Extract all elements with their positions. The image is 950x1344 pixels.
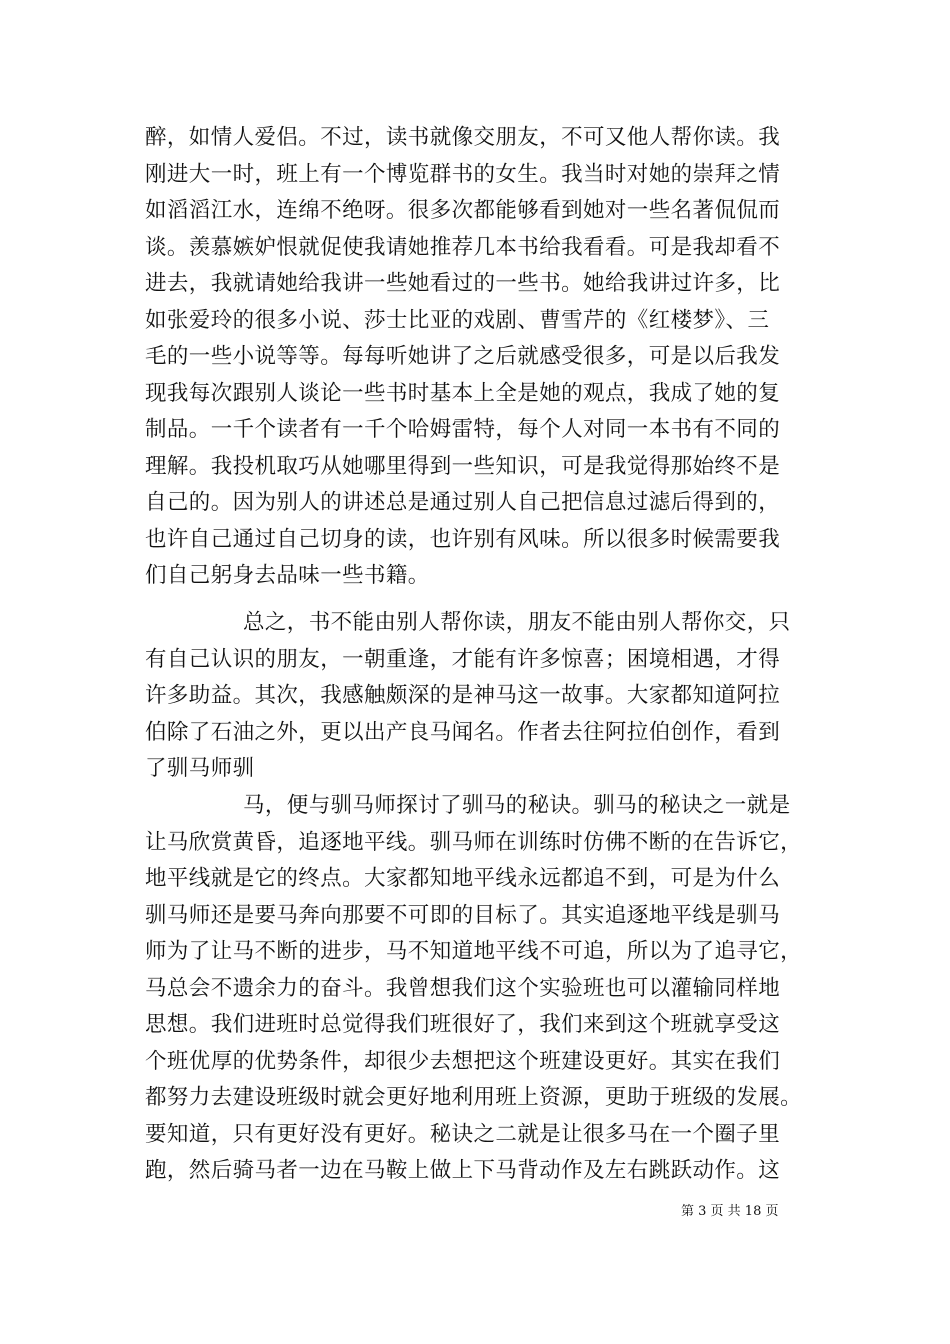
text-line: 自己的。因为别人的讲述总是通过别人自己把信息过滤后得到的， <box>145 490 781 515</box>
text-line: 醉，如情人爱侣。不过，读书就像交朋友，不可又他人帮你读。我 <box>145 125 781 150</box>
text-line: 个班优厚的优势条件，却很少去想把这个班建设更好。其实在我们 <box>145 1048 781 1074</box>
page-number-footer: 第 3 页 共 18 页 <box>681 1204 779 1219</box>
text-line: 进去，我就请她给我讲一些她看过的一些书。她给我讲过许多，比 <box>145 271 781 296</box>
text-line: 如滔滔江水，连绵不绝呀。很多次都能够看到她对一些名著侃侃而 <box>145 198 781 223</box>
text-line: 伯除了石油之外，更以出产良马闻名。作者去往阿拉伯创作，看到 <box>145 719 781 745</box>
text-line: 总之，书不能由别人帮你读，朋友不能由别人帮你交，只 <box>243 610 791 635</box>
text-line: 让马欣赏黄昏，追逐地平线。驯马师在训练时仿佛不断的在告诉它， <box>145 829 803 855</box>
text-line: 驯马师还是要马奔向那要不可即的目标了。其实追逐地平线是驯马 <box>145 902 781 928</box>
text-line: 跑，然后骑马者一边在马鞍上做上下马背动作及左右跳跃动作。这 <box>145 1158 781 1183</box>
text-line: 们自己躬身去品味一些书籍。 <box>145 563 430 588</box>
text-line: 马，便与驯马师探讨了驯马的秘诀。驯马的秘诀之一就是 <box>243 793 791 818</box>
text-line: 地平线就是它的终点。大家都知地平线永远都追不到，可是为什么 <box>145 866 781 891</box>
text-line: 如张爱玲的很多小说、莎士比亚的戏剧、曹雪芹的《红楼梦》、三 <box>145 307 770 333</box>
text-line: 马总会不遗余力的奋斗。我曾想我们这个实验班也可以灌输同样地 <box>145 975 781 1001</box>
text-line: 思想。我们进班时总觉得我们班很好了，我们来到这个班就享受这 <box>145 1012 781 1037</box>
text-line: 许多助益。其次，我感触颇深的是神马这一故事。大家都知道阿拉 <box>145 683 781 708</box>
text-line: 理解。我投机取巧从她哪里得到一些知识，可是我觉得那始终不是 <box>145 453 781 479</box>
text-line: 也许自己通过自己切身的读，也许别有风味。所以很多时候需要我 <box>145 526 781 552</box>
paragraph-3 <box>145 788 810 1190</box>
text-line: 了驯马师驯 <box>145 756 255 781</box>
text-line: 毛的一些小说等等。每每听她讲了之后就感受很多，可是以后我发 <box>145 344 781 369</box>
text-line: 刚进大一时，班上有一个博览群书的女生。我当时对她的崇拜之情 <box>145 161 781 187</box>
text-line: 谈。羡慕嫉妒恨就促使我请她推荐几本书给我看看。可是我却看不 <box>145 234 781 260</box>
text-line: 现我每次跟别人谈论一些书时基本上全是她的观点，我成了她的复 <box>145 380 781 406</box>
paragraph-2 <box>145 605 810 788</box>
text-line: 要知道，只有更好没有更好。秘诀之二就是让很多马在一个圈子里 <box>145 1121 781 1147</box>
text-line: 制品。一千个读者有一千个哈姆雷特，每个人对同一本书有不同的 <box>145 417 781 442</box>
paragraph-1 <box>145 120 810 595</box>
text-line: 师为了让马不断的进步，马不知道地平线不可追，所以为了追寻它， <box>145 939 803 964</box>
text-line: 有自己认识的朋友，一朝重逢，才能有许多惊喜；困境相遇，才得 <box>145 646 781 672</box>
text-line: 都努力去建设班级时就会更好地利用班上资源，更助于班级的发展。 <box>145 1085 803 1110</box>
